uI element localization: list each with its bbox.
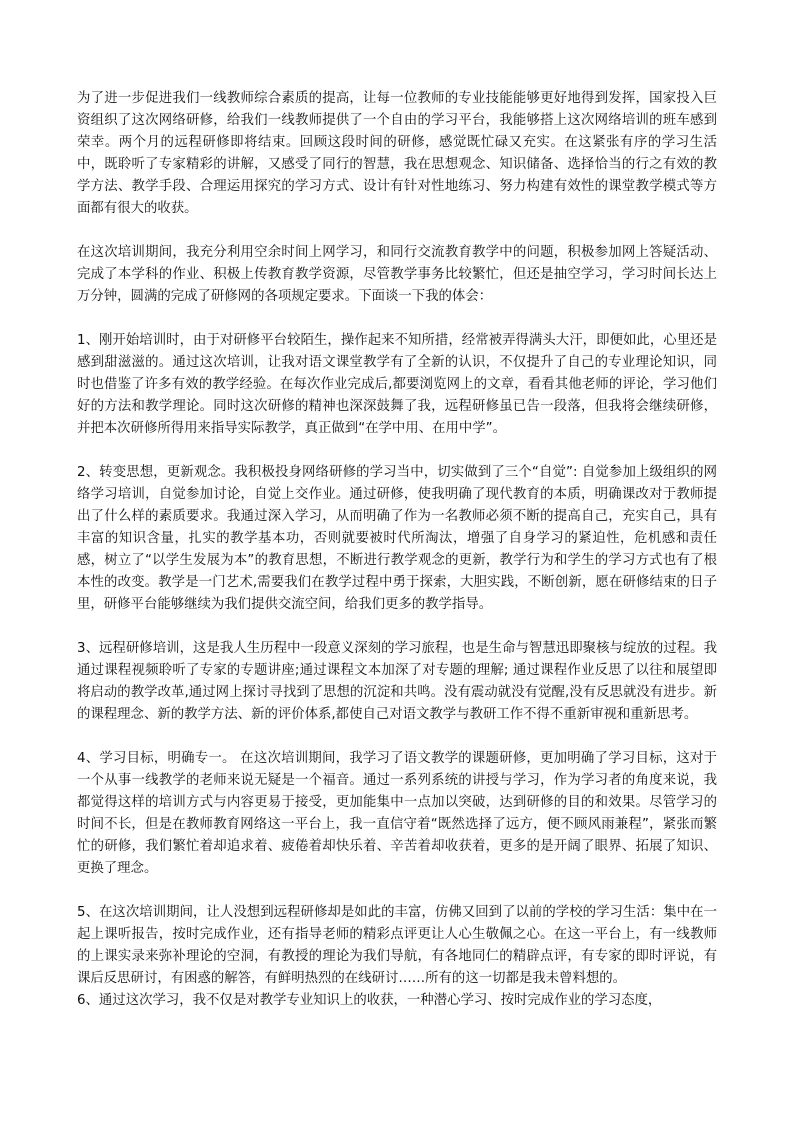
paragraph-point-2: 2、转变思想，更新观念。我积极投身网络研修的学习当中，切实做到了三个“自觉”: 自觉参加上级组织的网络学习培训，自觉参加讨论，自觉上交作业。通过研修，使我明确了现代教育的本质，明确课改对于教师提出了什么样的素质要求。我通过深入学习，从而明确了作为一名教师必须不断的提高自己，充实自己，具有丰富的知识含量，扎实的教学基本功，否则就要被时代所淘汰，增强了自身学习的紧迫性，危机感和责任感，树立了“以学生发展为本”的教育思想，不断进行教学观念的更新，教学行为和学生的学习方式也有了根本性的改变。教学是一门艺术,需要我们在教学过程中勇于探索，大胆实践，不断创新，愿在研修结束的日子里，研修平台能够继续为我们提供交流空间，给我们更多的教学指导。 bbox=[77, 465, 717, 612]
paragraph-point-3: 3、远程研修培训，这是我人生历程中一段意义深刻的学习旅程，也是生命与智慧迅即聚核与绽放的过程。我通过课程视频聆听了专家的专题讲座;通过课程文本加深了对专题的理解; 通过课程作业反思了以往和展望即将启动的教学改革,通过网上探讨寻找到了思想的沉淀和共鸣。没有震动就没有觉醒,没有反思就没有进步。新的课程理念、新的教学方法、新的评价体系,都使自己对语文教学与教研工作不得不重新审视和重新思考。 bbox=[77, 641, 717, 722]
paragraph-point-1: 1、刚开始培训时，由于对研修平台较陌生，操作起来不知所措，经常被弄得满头大汗，即便如此，心里还是感到甜滋滋的。通过这次培训，让我对语文课堂教学有了全新的认识，不仅提升了自己的专业理论知识，同时也借鉴了许多有效的教学经验。在每次作业完成后,都要浏览网上的文章，看看其他老师的评论，学习他们好的方法和教学理论。同时这次研修的精神也深深鼓舞了我，远程研修虽已告一段落，但我将会继续研修，并把本次研修所得用来指导实际教学，真正做到“在学中用、在用中学”。 bbox=[77, 333, 717, 436]
document-body bbox=[77, 88, 717, 1012]
paragraph-point-5: 5、在这次培训期间，让人没想到远程研修却是如此的丰富，仿佛又回到了以前的学校的学习生活：集中在一起上课听报告，按时完成作业，还有指导老师的精彩点评更让人心生敬佩之心。在这一平台上，有一线教师的上课实录来弥补理论的空洞，有教授的理论为我们导航，有各地同仁的精辟点评，有专家的即时评说，有课后反思研讨，有困惑的解答，有鲜明热烈的在线研讨……所有的这一切都是我未曾料想的。 bbox=[77, 905, 717, 986]
paragraph-training-period: 在这次培训期间，我充分利用空余时间上网学习，和同行交流教育教学中的问题，积极参加网上答疑活动、完成了本学科的作业、积极上传教育教学资源，尽管教学事务比较繁忙，但还是抽空学习，学习时间长达上万分钟，圆满的完成了研修网的各项规定要求。下面谈一下我的体会： bbox=[77, 245, 717, 304]
paragraph-intro: 为了进一步促进我们一线教师综合素质的提高，让每一位教师的专业技能能够更好地得到发挥，国家投入巨资组织了这次网络研修，给我们一线教师提供了一个自由的学习平台，我能够搭上这次网络培训的班车感到荣幸。两个月的远程研修即将结束。回顾这段时间的研修，感觉既忙碌又充实。在这紧张有序的学习生活中，既聆听了专家精彩的讲解，又感受了同行的智慧，我在思想观念、知识储备、选择恰当的行之有效的教学方法、教学手段、合理运用探究的学习方式、设计有针对性地练习、努力构建有效性的课堂教学模式等方面都有很大的收获。 bbox=[77, 91, 717, 216]
paragraph-point-4: 4、学习目标，明确专一。 在这次培训期间，我学习了语文教学的课题研修，更加明确了学习目标，这对于一个从事一线教学的老师来说无疑是一个福音。通过一系列系统的讲授与学习，作为学习者的角度来说，我都觉得这样的培训方式与内容更易于接受，更加能集中一点加以突破，达到研修的目的和效果。尽管学习的时间不长，但是在教师教育网络这一平台上，我一直信守着“既然选择了远方，便不顾风雨兼程”，紧张而繁忙的研修，我们繁忙着却追求着、疲倦着却快乐着、辛苦着却收获着，更多的是开阔了眼界、拓展了知识、更换了理念。 bbox=[77, 751, 717, 876]
paragraph-point-6: 6、通过这次学习，我不仅是对教学专业知识上的收获，一种潜心学习、按时完成作业的学习态度， bbox=[77, 993, 662, 1008]
